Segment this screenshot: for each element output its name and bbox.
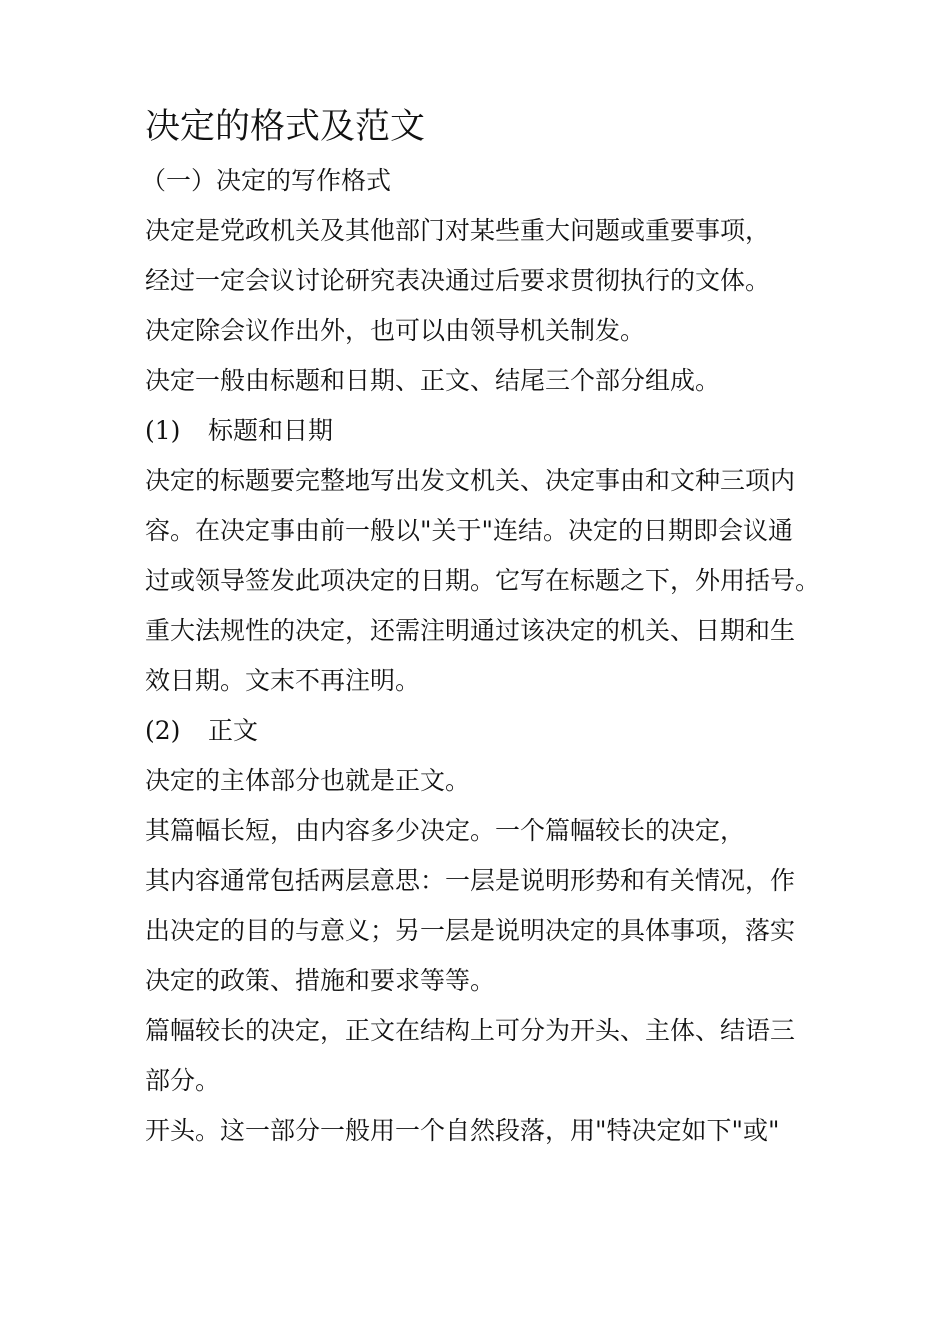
body-line-6: 篇幅较长的决定，正文在结构上可分为开头、主体、结语三 <box>145 1016 796 1045</box>
intro-line-4: 决定一般由标题和日期、正文、结尾三个部分组成。 <box>145 366 721 395</box>
body-line-8: 开头。这一部分一般用一个自然段落，用"特决定如下"或" <box>145 1116 780 1145</box>
body-line-5: 决定的政策、措施和要求等等。 <box>145 966 496 995</box>
body-line-4: 出决定的目的与意义；另一层是说明决定的具体事项，落实 <box>145 916 796 945</box>
item-label: 正文 <box>208 716 259 745</box>
item-number: (1) <box>145 416 181 445</box>
document-title: 决定的格式及范文 <box>145 107 426 147</box>
intro-line-2: 经过一定会议讨论研究表决通过后要求贯彻执行的文体。 <box>145 266 771 295</box>
body-line-2: 其篇幅长短，由内容多少决定。一个篇幅较长的决定， <box>145 816 746 845</box>
title-date-line-3: 过或领导签发此项决定的日期。它写在标题之下，外用括号。 <box>145 566 821 595</box>
body-line-7: 部分。 <box>145 1066 221 1095</box>
intro-line-3: 决定除会议作出外，也可以由领导机关制发。 <box>145 316 646 345</box>
body-line-3: 其内容通常包括两层意思：一层是说明形势和有关情况，作 <box>145 866 796 895</box>
document-body <box>141 98 825 1156</box>
title-date-line-2: 容。在决定事由前一般以"关于"连结。决定的日期即会议通 <box>145 516 794 545</box>
title-date-line-5: 效日期。文末不再注明。 <box>145 666 421 695</box>
item-heading-title-date <box>145 406 825 456</box>
body-line-1: 决定的主体部分也就是正文。 <box>145 766 471 795</box>
item-heading-body <box>145 706 825 756</box>
section-heading: （一）决定的写作格式 <box>141 166 392 195</box>
title-date-line-4: 重大法规性的决定，还需注明通过该决定的机关、日期和生 <box>145 616 796 645</box>
item-number: (2) <box>145 716 181 745</box>
intro-line-1: 决定是党政机关及其他部门对某些重大问题或重要事项， <box>145 216 771 245</box>
title-date-line-1: 决定的标题要完整地写出发文机关、决定事由和文种三项内 <box>145 466 796 495</box>
item-label: 标题和日期 <box>208 416 334 445</box>
